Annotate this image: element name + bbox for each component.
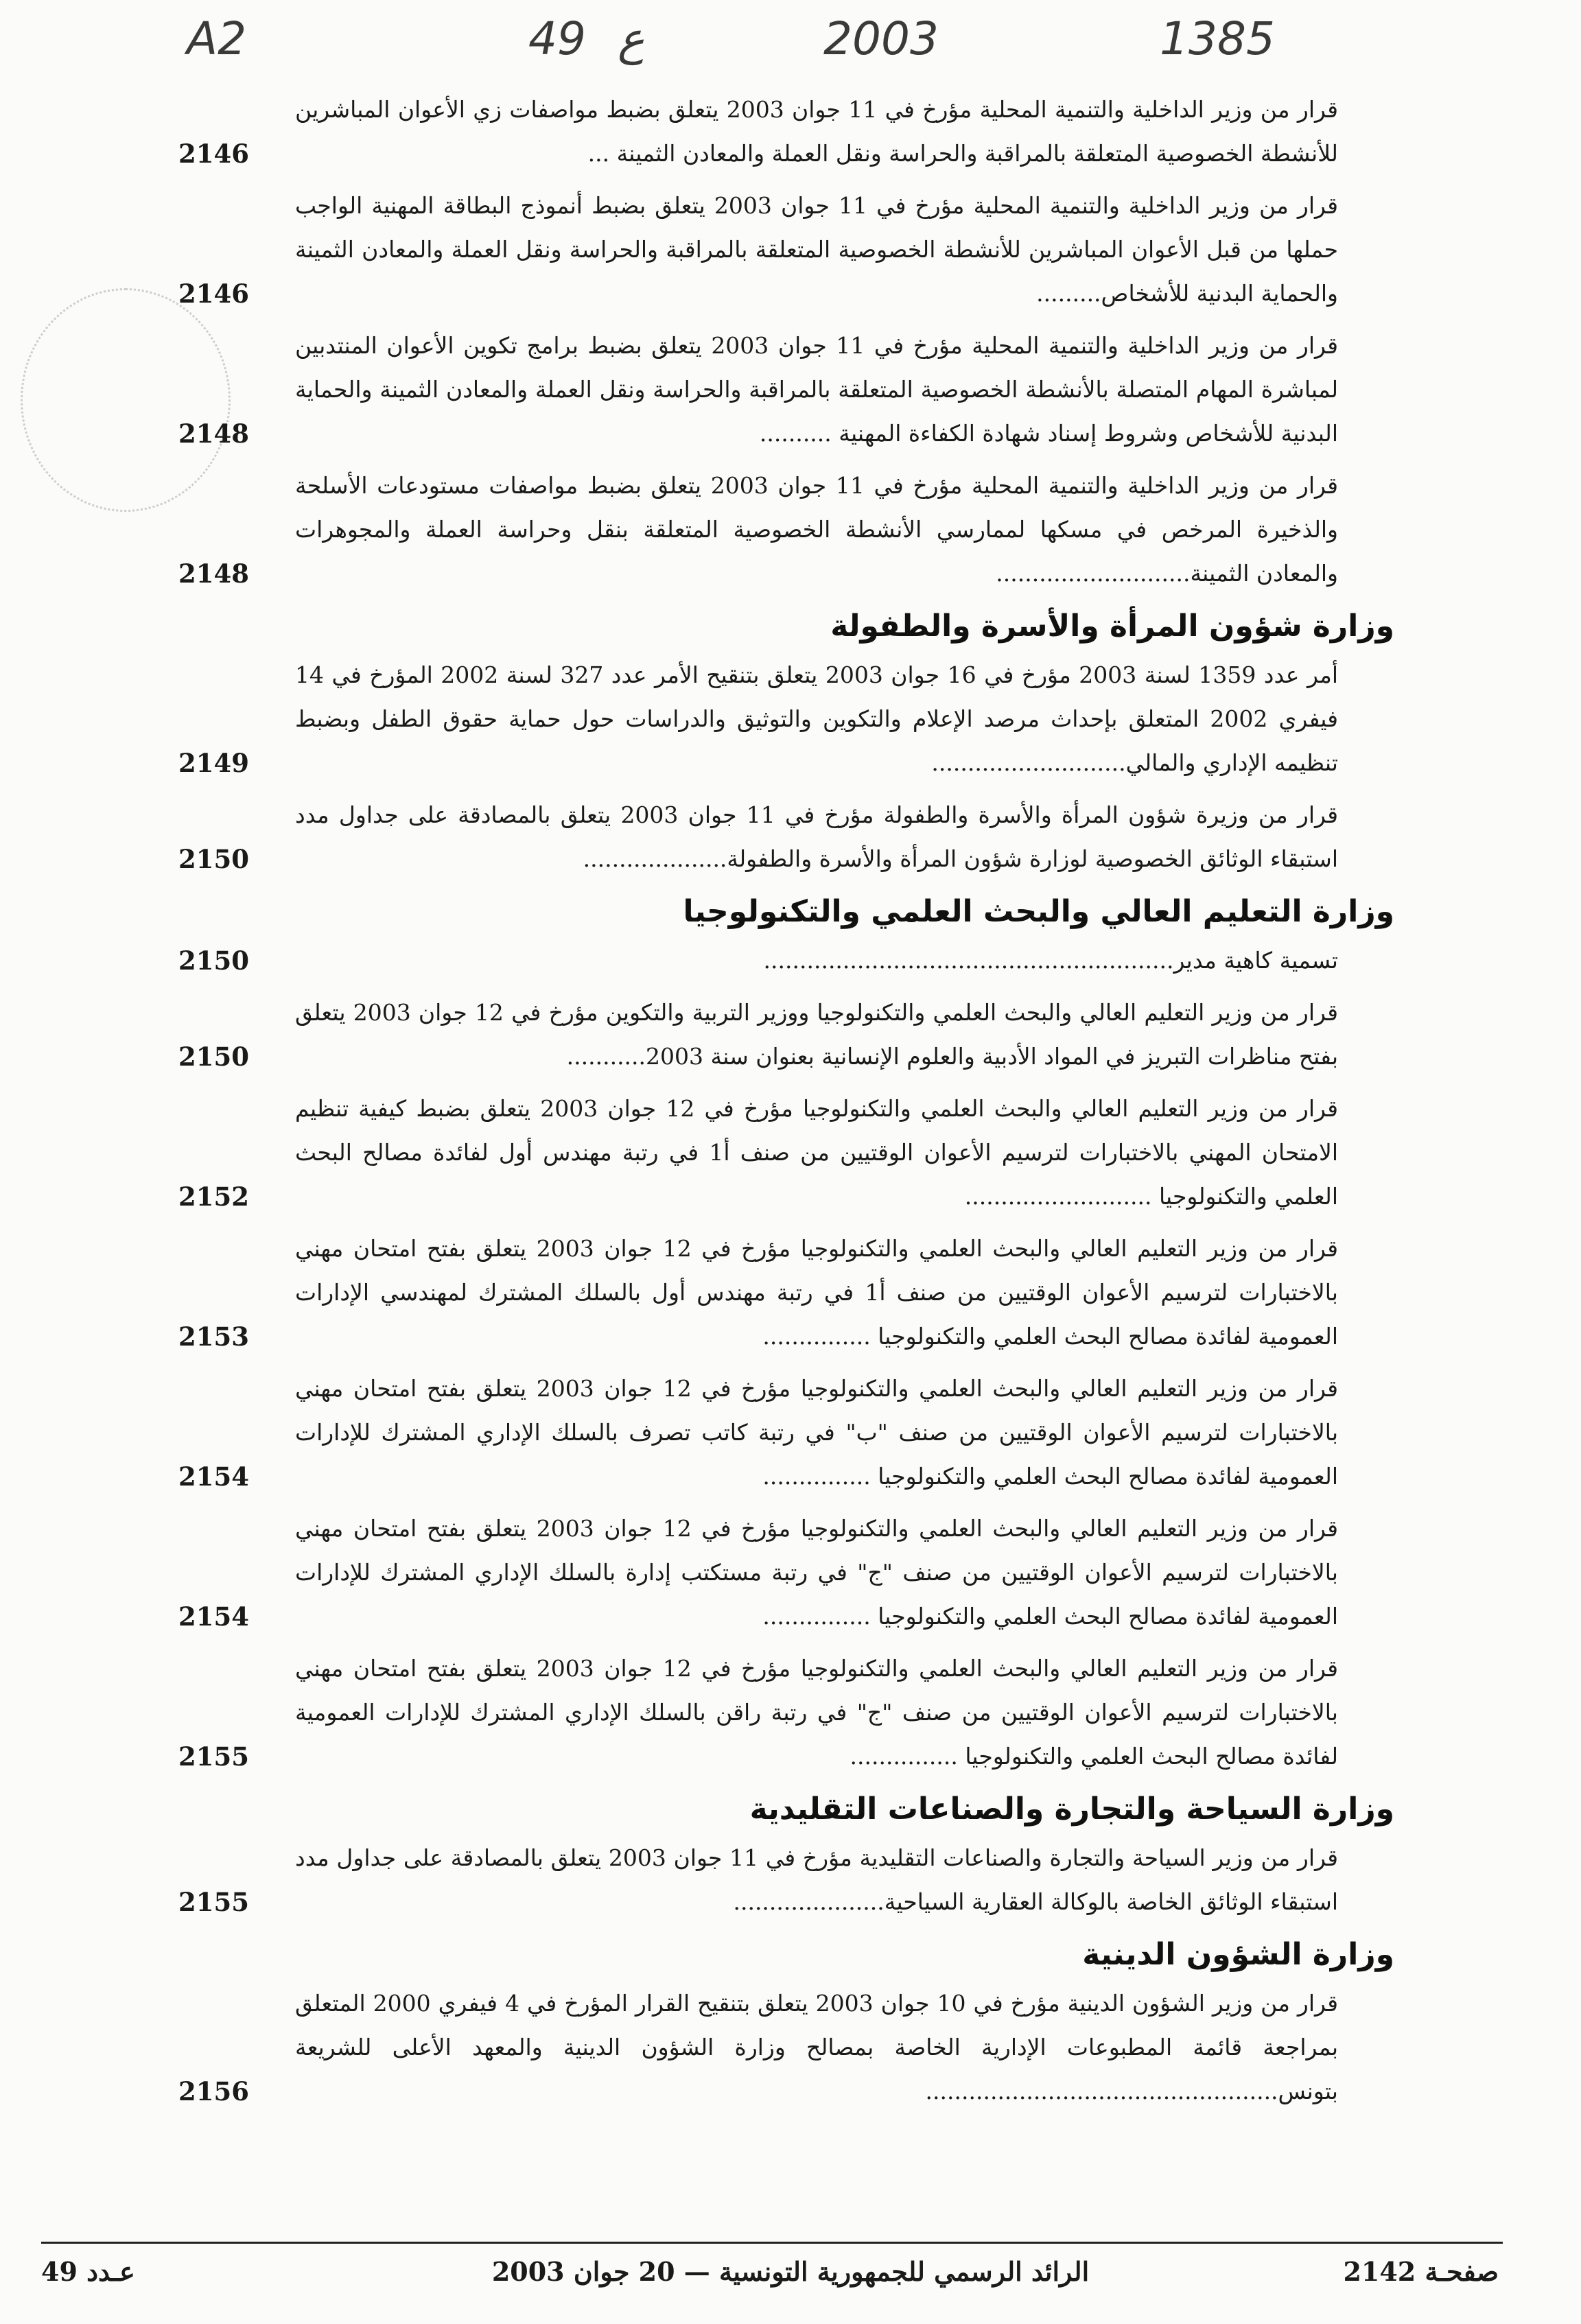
footer-issue-number: عـدد 49: [41, 2256, 135, 2287]
toc-entry: [178, 991, 1338, 1079]
section-title: وزارة شؤون المرأة والأسرة والطفولة: [830, 609, 1394, 644]
entry-text: قرار من وزير الداخلية والتنمية المحلية مؤرخ في 11 جوان 2003 يتعلق بضبط مواصفات زي الأعوان المباشرين للأنشطة الخصوصية المتعلقة بالمراقبة والحراسة ونقل العملة والمعادن الثمينة ...: [295, 96, 1338, 167]
entry-text: قرار من وزيرة شؤون المرأة والأسرة والطفولة مؤرخ في 11 جوان 2003 يتعلق بالمصادقة على جداول مدد استبقاء الوثائق الخصوصية لوزارة شؤون المرأة والأسرة والطفولة....................: [295, 801, 1338, 872]
handwritten-note-right: 1385: [1160, 12, 1275, 65]
toc-entry: [178, 88, 1338, 176]
sections-list: [178, 88, 1394, 2113]
toc-section: [178, 891, 1394, 1779]
footer-rule: [41, 2242, 1503, 2244]
entry-text: تسمية كاهية مدير.........................................................: [763, 947, 1338, 974]
entry-text: قرار من وزير التعليم العالي والبحث العلمي والتكنولوجيا مؤرخ في 12 جوان 2003 يتعلق بفتح امتحان مهني بالاختبارات لترسيم الأعوان الوقتيين من صنف "ب" في رتبة كاتب تصرف بالسلك الإداري المشترك للإدارات العمومية لفائدة مصالح البحث العلمي والتكنولوجيا ...............: [295, 1375, 1338, 1490]
entry-page-number: 2146: [178, 279, 249, 309]
toc-section: [178, 1934, 1394, 2113]
entry-text: قرار من وزير التعليم العالي والبحث العلمي والتكنولوجيا مؤرخ في 12 جوان 2003 يتعلق بفتح امتحان مهني بالاختبارات لترسيم الأعوان الوقتيين من صنف أ1 في رتبة مهندس أول بالسلك المشترك لمهندسي الإدارات العمومية لفائدة مصالح البحث العلمي والتكنولوجيا ...............: [295, 1235, 1338, 1350]
toc-entry: [178, 653, 1338, 785]
footer-journal-title: الرائد الرسمي للجمهورية التونسية — 20 جوان 2003: [491, 2256, 1090, 2287]
entry-text: قرار من وزير الشؤون الدينية مؤرخ في 10 جوان 2003 يتعلق بتنقيح القرار المؤرخ في 4 فيفري 2000 المتعلق بمراجعة قائمة المطبوعات الإدارية الخاصة بمصالح وزارة الشؤون الدينية والمعهد الأعلى للشريعة بتونس.................................................: [295, 1990, 1338, 2104]
handwritten-note-center-a: 49: [528, 12, 586, 65]
entry-text: قرار من وزير الداخلية والتنمية المحلية مؤرخ في 11 جوان 2003 يتعلق بضبط مواصفات مستودعات الأسلحة والذخيرة المرخص في مسكها لممارسي الأنشطة الخصوصية المتعلقة بنقل وحراسة العملة والمجوهرات والمعادن الثمينة...........................: [295, 472, 1338, 587]
entry-page-number: 2155: [178, 1741, 249, 1772]
footer-page-number: صفحـة 2142: [1343, 2256, 1499, 2287]
handwritten-note-center-b: ع: [618, 12, 645, 65]
toc-entry: [178, 1507, 1338, 1639]
entry-text: قرار من وزير التعليم العالي والبحث العلمي والتكنولوجيا مؤرخ في 12 جوان 2003 يتعلق بضبط كيفية تنظيم الامتحان المهني بالاختبارات لترسيم الأعوان الوقتيين من صنف أ1 في رتبة مهندس أول لفائدة مصالح البحث العلمي والتكنولوجيا ..........................: [295, 1095, 1338, 1210]
toc-section: [178, 605, 1394, 881]
entry-text: قرار من وزير التعليم العالي والبحث العلمي والتكنولوجيا مؤرخ في 12 جوان 2003 يتعلق بفتح امتحان مهني بالاختبارات لترسيم الأعوان الوقتيين من صنف "ج" في رتبة راقن بالسلك الإداري المشترك للإدارات العمومية لفائدة مصالح البحث العلمي والتكنولوجيا ...............: [295, 1655, 1338, 1770]
handwritten-note-left: A2: [187, 12, 247, 65]
entry-page-number: 2146: [178, 139, 249, 169]
toc-entry: [178, 1087, 1338, 1219]
toc-entry: [178, 464, 1338, 596]
section-title: وزارة الشؤون الدينية: [1082, 1937, 1394, 1972]
section-title: وزارة السياحة والتجارة والصناعات التقليدية: [749, 1792, 1394, 1827]
entry-text: قرار من وزير الداخلية والتنمية المحلية مؤرخ في 11 جوان 2003 يتعلق بضبط أنموذج البطاقة المهنية الواجب حملها من قبل الأعوان المباشرين للأنشطة الخصوصية المتعلقة بالمراقبة والحراسة ونقل العملة والمعادن الثمينة والحماية البدنية للأشخاص.........: [295, 192, 1338, 307]
toc-entry: [178, 939, 1338, 983]
entry-page-number: 2152: [178, 1182, 249, 1212]
entry-text: قرار من وزير التعليم العالي والبحث العلمي والتكنولوجيا ووزير التربية والتكوين مؤرخ في 12 جوان 2003 يتعلق بفتح مناظرات التبريز في المواد الأدبية والعلوم الإنسانية بعنوان سنة 2003...........: [295, 999, 1338, 1070]
entry-page-number: 2154: [178, 1462, 249, 1492]
entry-page-number: 2150: [178, 946, 249, 976]
entry-page-number: 2153: [178, 1322, 249, 1352]
entry-page-number: 2154: [178, 1601, 249, 1632]
entry-page-number: 2156: [178, 2076, 249, 2106]
entry-text: أمر عدد 1359 لسنة 2003 مؤرخ في 16 جوان 2003 يتعلق بتنقيح الأمر عدد 327 لسنة 2002 المؤرخ في 14 فيفري 2002 المتعلق بإحداث مرصد الإعلام والتكوين والتوثيق والدراسات حول حماية حقوق الطفل وبضبط تنظيمه الإداري والمالي...........................: [295, 661, 1339, 776]
toc-section: [178, 1788, 1394, 1924]
entry-text: قرار من وزير الداخلية والتنمية المحلية مؤرخ في 11 جوان 2003 يتعلق بضبط برامج تكوين الأعوان المنتدبين لمباشرة المهام المتصلة بالأنشطة الخصوصية المتعلقة بالمراقبة والحراسة ونقل العملة والمعادن الثمينة والحماية البدنية للأشخاص وشروط إسناد شهادة الكفاءة المهنية ..........: [295, 332, 1339, 447]
entry-text: قرار من وزير السياحة والتجارة والصناعات التقليدية مؤرخ في 11 جوان 2003 يتعلق بالمصادقة على جداول مدد استبقاء الوثائق الخاصة بالوكالة العقارية السياحية.....................: [295, 1844, 1338, 1915]
entry-page-number: 2150: [178, 1042, 249, 1072]
toc-entry: [178, 184, 1338, 316]
entry-text: قرار من وزير التعليم العالي والبحث العلمي والتكنولوجيا مؤرخ في 12 جوان 2003 يتعلق بفتح امتحان مهني بالاختبارات لترسيم الأعوان الوقتيين من صنف "ج" في رتبة مستكتب إدارة بالسلك الإداري المشترك للإدارات العمومية لفائدة مصالح البحث العلمي والتكنولوجيا ...............: [295, 1515, 1338, 1630]
toc-entry: [178, 793, 1338, 881]
entry-page-number: 2155: [178, 1887, 249, 1917]
toc-section: [178, 88, 1338, 596]
entry-page-number: 2150: [178, 844, 249, 874]
toc-entry: [178, 1982, 1338, 2113]
toc-entry: [178, 1647, 1338, 1779]
toc-entry: [178, 1367, 1338, 1499]
toc-entry: [178, 1836, 1338, 1924]
toc-entry: [178, 1227, 1338, 1359]
entry-page-number: 2148: [178, 559, 249, 589]
entry-page-number: 2148: [178, 419, 249, 449]
table-of-contents: [178, 88, 1394, 2122]
entry-page-number: 2149: [178, 748, 249, 778]
toc-entry: [178, 324, 1338, 456]
section-title: وزارة التعليم العالي والبحث العلمي والتكنولوجيا: [683, 894, 1394, 929]
handwritten-year: 2003: [823, 12, 939, 65]
